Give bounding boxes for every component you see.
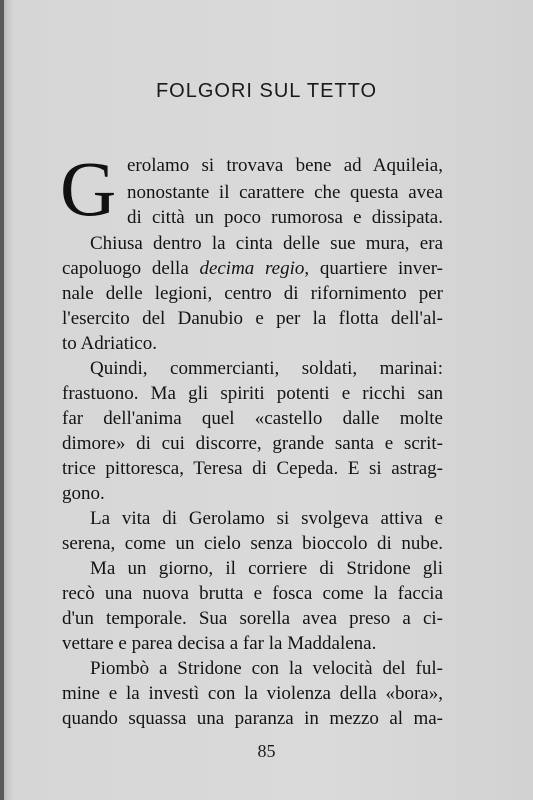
text-line: d'un temporale. Sua sorella avea preso a ci- <box>62 608 443 629</box>
text-line: erolamo si trovava bene ad Aquileia, <box>127 155 443 176</box>
page-edge-shadow <box>0 0 4 800</box>
text-line: trice pittoresca, Teresa di Cepeda. E si astrag- <box>62 458 443 479</box>
text-line: nale delle legioni, centro di rifornimento per <box>62 283 443 304</box>
text-line: frastuono. Ma gli spiriti potenti e ricchi san <box>62 383 443 404</box>
page-number: 85 <box>257 741 276 761</box>
text-line: gono. <box>62 483 105 504</box>
text-line: La vita di Gerolamo si svolgeva attiva e <box>90 508 443 529</box>
text-line: serena, come un cielo senza bioccolo di nube. <box>62 533 443 554</box>
text-line: to Adriatico. <box>62 333 157 354</box>
text-line: di città un poco rumorosa e dissipata. <box>127 207 443 228</box>
chapter-title: FOLGORI SUL TETTO <box>155 80 378 102</box>
text-line: Chiusa dentro la cinta delle sue mura, era <box>90 233 443 254</box>
text-line: vettare e parea decisa a far la Maddalena. <box>62 633 377 654</box>
text-line: far dell'anima quel «castello dalle molte <box>62 408 443 429</box>
text-line: quando squassa una paranza in mezzo al ma- <box>62 708 443 729</box>
text-line: Piombò a Stridone con la velocità del ful- <box>90 658 443 679</box>
text-line: nonostante il carattere che questa avea <box>127 182 443 203</box>
text-line: recò una nuova brutta e fosca come la faccia <box>62 583 443 604</box>
text-line: mine e la investì con la violenza della «bora», <box>62 683 443 704</box>
text-line: capoluogo della decima regio, quartiere inver- <box>62 258 443 279</box>
text-line: Quindi, commercianti, soldati, marinai: <box>90 358 443 379</box>
text-line: l'esercito del Danubio e per la flotta dell'al- <box>62 308 443 329</box>
drop-cap: G <box>60 145 117 232</box>
text-line: Ma un giorno, il corriere di Stridone gli <box>90 558 443 579</box>
text-line: dimore» di cui discorre, grande santa e scrit- <box>62 433 443 454</box>
